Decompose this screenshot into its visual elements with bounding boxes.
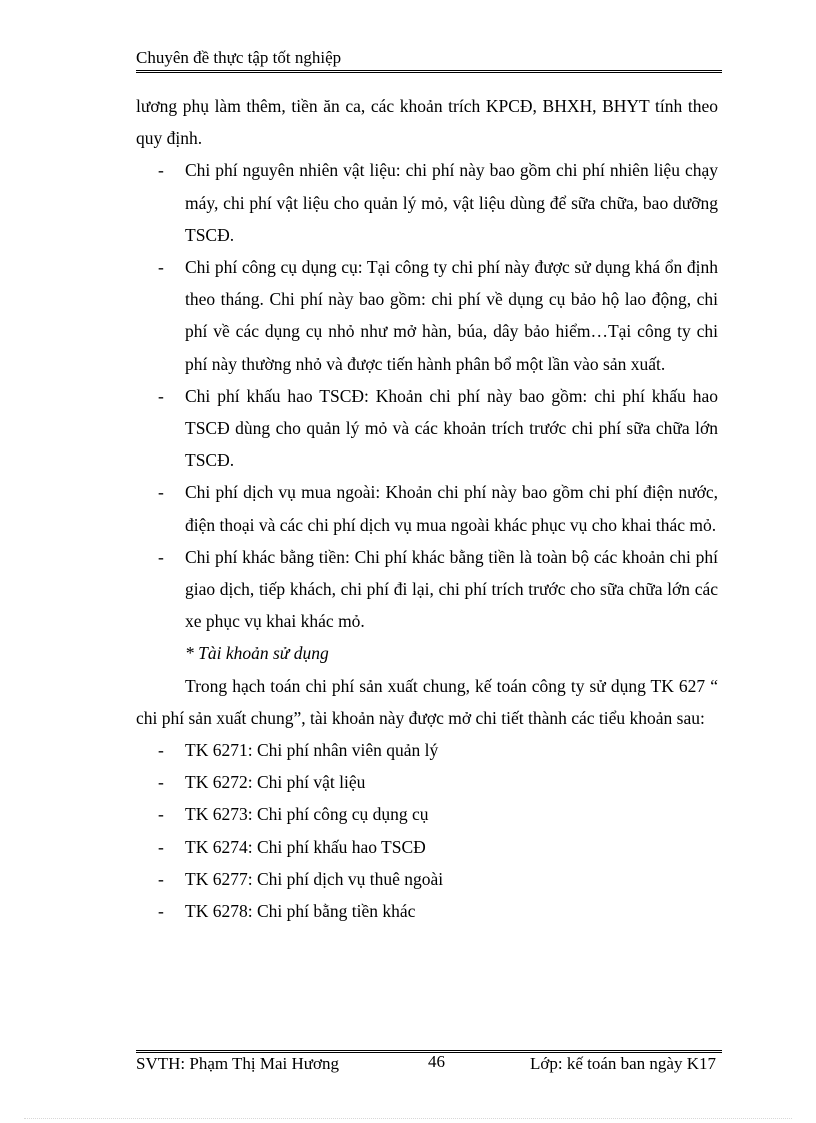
footer-author: SVTH: Phạm Thị Mai Hương [136, 1054, 340, 1073]
cost-item [136, 541, 718, 638]
footer-rule [136, 1050, 722, 1051]
page-header-title: Chuyên đề thực tập tốt nghiệp [136, 48, 342, 67]
cost-item-text: Chi phí khác bằng tiền: Chi phí khác bằng tiền là toàn bộ các khoản chi phí giao dịch, tiếp khách, chi phí đi lại, chi phí trích trước cho sữa chữa lớn các xe phục vụ khai khác mỏ. [185, 546, 718, 632]
cost-item-text: Chi phí công cụ dụng cụ: Tại công ty chi phí này được sử dụng khá ổn định theo tháng. Chi phí này bao gồm: chi phí về dụng cụ bảo hộ lao động, chi phí về các dụng cụ nhỏ như mở hàn, búa, dây bảo hiểm…Tại công ty chi phí này thường nhỏ và được tiến hành phân bổ một lần vào sản xuất. [185, 257, 718, 374]
account-item-text: TK 6273: Chi phí công cụ dụng cụ [185, 804, 429, 825]
bullet-dash: - [158, 160, 164, 181]
cost-item [136, 154, 718, 251]
account-item-text: TK 6272: Chi phí vật liệu [185, 772, 366, 793]
account-item [136, 831, 718, 863]
intro-paragraph: lương phụ làm thêm, tiền ăn ca, các khoản trích KPCĐ, BHXH, BHYT tính theo quy định. [136, 96, 718, 149]
bullet-dash: - [158, 385, 164, 406]
account-item [136, 734, 718, 766]
header-rule [136, 72, 722, 73]
bullet-dash: - [158, 482, 164, 503]
account-item-text: TK 6278: Chi phí bằng tiền khác [185, 901, 416, 922]
cost-item [136, 251, 718, 380]
bullet-dash: - [158, 804, 164, 825]
document-body [136, 90, 718, 927]
account-item [136, 863, 718, 895]
bullet-dash: - [158, 836, 164, 857]
bullet-dash: - [158, 740, 164, 761]
bullet-dash: - [158, 546, 164, 567]
cost-item-text: Chi phí dịch vụ mua ngoài: Khoản chi phí này bao gồm chi phí điện nước, điện thoại và các chi phí dịch vụ mua ngoài khác phục vụ cho khai thác mỏ. [185, 482, 718, 535]
cost-item [136, 476, 718, 540]
page-bottom-border [24, 1118, 792, 1119]
section-paragraph: Trong hạch toán chi phí sản xuất chung, kế toán công ty sử dụng TK 627 “ chi phí sản xuất chung”, tài khoản này được mở chi tiết thành các tiểu khoản sau: [136, 675, 718, 728]
header-rule [136, 70, 722, 71]
bullet-dash: - [158, 868, 164, 889]
cost-item [136, 380, 718, 477]
account-item [136, 766, 718, 798]
account-item-text: TK 6274: Chi phí khấu hao TSCĐ [185, 836, 426, 857]
account-item [136, 895, 718, 927]
page-number: 46 [428, 1052, 445, 1071]
cost-item-text: Chi phí nguyên nhiên vật liệu: chi phí này bao gồm chi phí nhiên liệu chạy máy, chi phí vật liệu cho quản lý mỏ, vật liệu dùng để sữa chữa, bao dưỡng TSCĐ. [185, 160, 718, 245]
account-item [136, 798, 718, 830]
cost-item-text: Chi phí khấu hao TSCĐ: Khoản chi phí này bao gồm: chi phí khấu hao TSCĐ dùng cho quản lý mỏ và các khoản trích trước chi phí sữa chữa lớn TSCĐ. [185, 385, 718, 471]
account-item-text: TK 6271: Chi phí nhân viên quản lý [185, 740, 439, 761]
account-item-text: TK 6277: Chi phí dịch vụ thuê ngoài [185, 868, 444, 889]
bullet-dash: - [158, 772, 164, 793]
bullet-dash: - [158, 257, 164, 278]
section-heading: * Tài khoản sử dụng [185, 643, 329, 664]
bullet-dash: - [158, 901, 164, 922]
footer-class: Lớp: kế toán ban ngày K17 [529, 1054, 716, 1073]
